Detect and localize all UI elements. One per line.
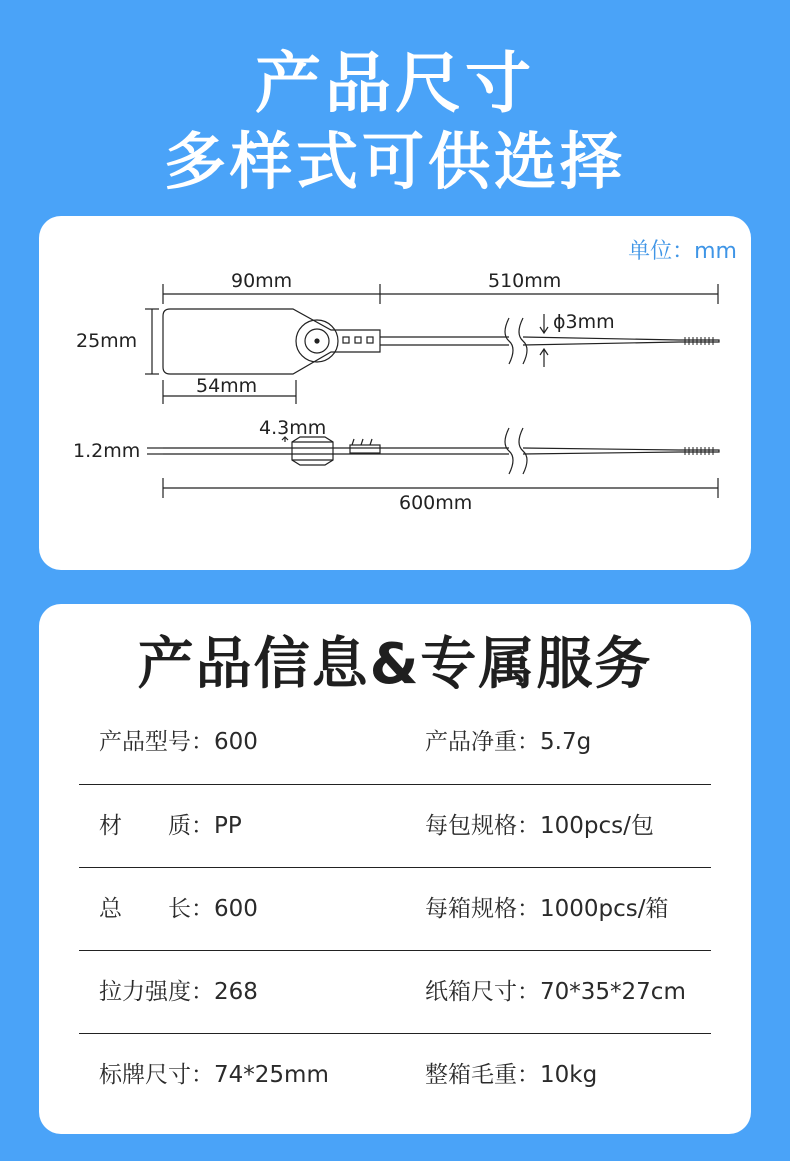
label-25mm: 25mm (76, 330, 138, 352)
info-value: 600 (214, 896, 258, 922)
info-cell-left (99, 868, 258, 951)
info-row (79, 701, 711, 784)
info-cell-right (425, 951, 686, 1034)
break-mark-4 (519, 428, 527, 474)
header-title-line1: 产品尺寸 (255, 45, 535, 122)
info-key: 产品型号： (99, 729, 214, 755)
info-cell-left (99, 951, 258, 1034)
side-lock-body (292, 437, 333, 465)
info-key: 总 长： (99, 896, 214, 922)
info-value: PP (214, 813, 242, 839)
label-600mm: 600mm (399, 492, 473, 514)
product-info-card (39, 604, 751, 1134)
tag-body (163, 309, 380, 374)
info-title: 产品信息&专属服务 (137, 632, 653, 697)
info-value: 100pcs/包 (540, 813, 654, 839)
label-510mm: 510mm (488, 270, 562, 292)
dimensions-card (39, 216, 751, 570)
info-value: 5.7g (540, 729, 592, 755)
info-key: 产品净重： (425, 729, 540, 755)
break-mark-1 (505, 318, 513, 364)
label-54mm: 54mm (196, 375, 258, 397)
label-phi3mm: ϕ3mm (553, 311, 615, 333)
info-value: 10kg (540, 1062, 598, 1088)
label-1-2mm: 1.2mm (73, 440, 141, 462)
break-mark-3 (505, 428, 513, 474)
info-key: 标牌尺寸： (99, 1062, 214, 1088)
info-cell-left (99, 785, 242, 868)
info-row (79, 867, 711, 951)
info-row (79, 1033, 711, 1117)
info-cell-left (99, 1034, 329, 1117)
break-mark-2 (519, 318, 527, 364)
info-cell-right (425, 701, 591, 784)
info-value: 74*25mm (214, 1062, 329, 1088)
header-title-line2: 多样式可供选择 (163, 125, 626, 198)
info-key: 每箱规格： (425, 896, 540, 922)
unit-label: 单位：mm (628, 239, 737, 264)
info-value: 268 (214, 979, 258, 1005)
info-key: 整箱毛重： (425, 1062, 540, 1088)
info-cell-right (425, 785, 654, 868)
info-key: 每包规格： (425, 813, 540, 839)
info-value: 70*35*27cm (540, 979, 686, 1005)
label-4-3mm: 4.3mm (259, 417, 327, 439)
info-cell-right (425, 868, 669, 951)
info-cell-right (425, 1034, 597, 1117)
seal-dimension-diagram (39, 216, 751, 570)
info-key: 拉力强度： (99, 979, 214, 1005)
info-row (79, 784, 711, 868)
info-value: 600 (214, 729, 258, 755)
info-key: 纸箱尺寸： (425, 979, 540, 1005)
info-row (79, 950, 711, 1034)
info-value: 1000pcs/箱 (540, 896, 669, 922)
info-key: 材 质： (99, 813, 214, 839)
label-90mm: 90mm (231, 270, 293, 292)
info-cell-left (99, 701, 258, 784)
